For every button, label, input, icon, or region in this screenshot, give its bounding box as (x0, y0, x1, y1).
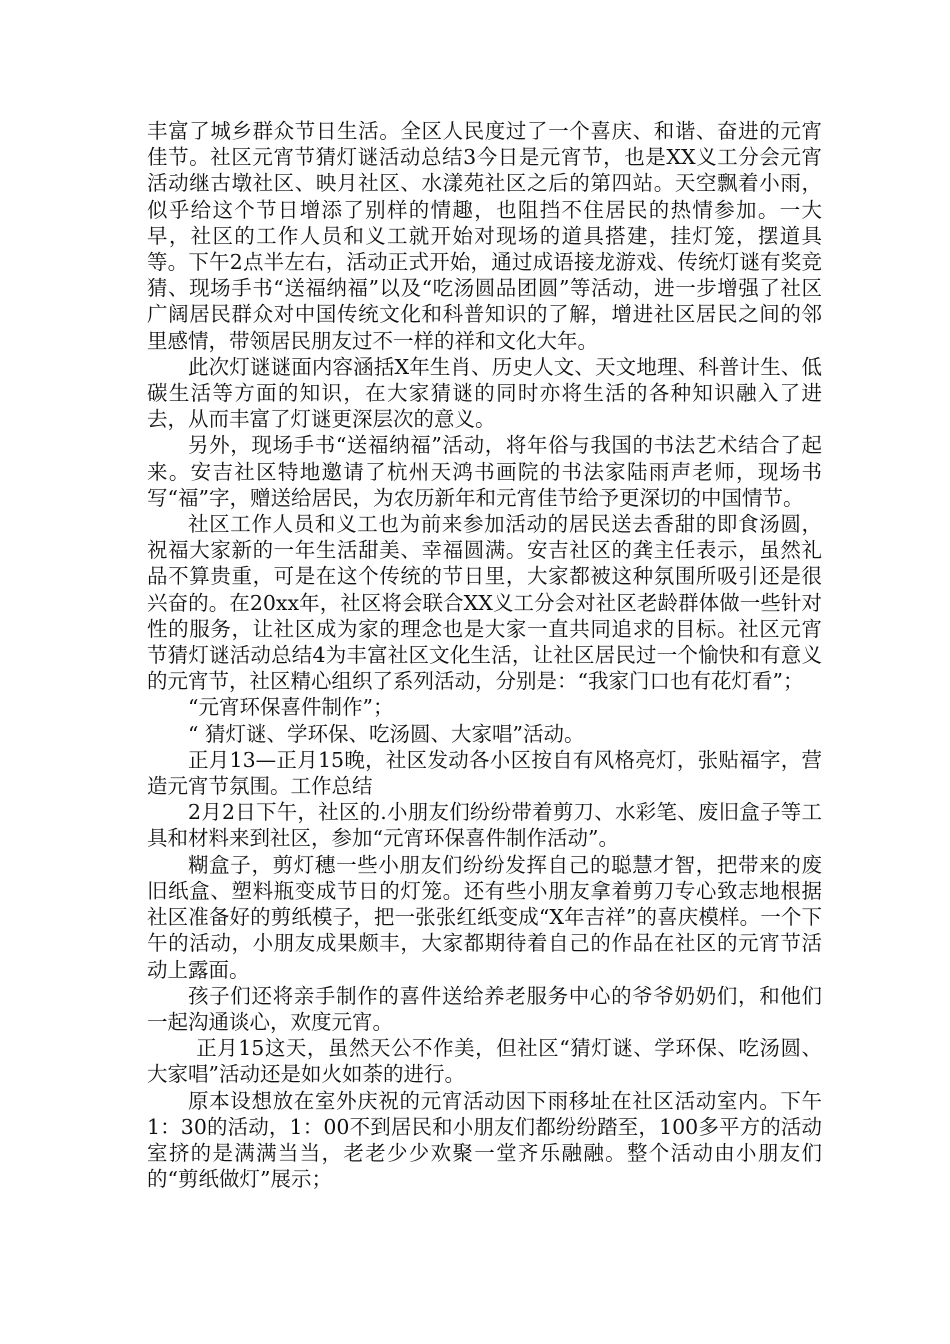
paragraph-3: 另外，现场手书“送福纳福”活动，将年俗与我国的书法艺术结合了起来。安吉社区特地邀请了杭州天鸿书画院的书法家陆雨声老师，现场书写“福”字，赠送给居民，为农历新年和元宵佳节给予更深切的中国情节。 (147, 433, 822, 510)
paragraph-5: “元宵环保喜件制作”； (188, 695, 394, 720)
paragraph-6: “ 猜灯谜、学环保、吃汤圆、大家唱”活动。 (188, 721, 585, 746)
paragraph-10: 孩子们还将亲手制作的喜件送给养老服务中心的爷爷奶奶们，和他们一起沟通谈心，欢度元宵。 (147, 983, 822, 1034)
paragraph-8: 2月2日下午，社区的.小朋友们纷纷带着剪刀、水彩笔、废旧盒子等工具和材料来到社区，参加“元宵环保喜件制作活动”。 (147, 800, 822, 851)
paragraph-1: 丰富了城乡群众节日生活。全区人民度过了一个喜庆、和谐、奋进的元宵佳节。社区元宵节猜灯谜活动总结3今日是元宵节，也是XX义工分会元宵活动继古墩社区、映月社区、水漾苑社区之后的第四站。天空飘着小雨，似乎给这个节日增添了别样的情趣，也阻挡不住居民的热情参加。一大早，社区的工作人员和义工就开始对现场的道具搭建，挂灯笼，摆道具等。下午2点半左右，活动正式开始，通过成语接龙游戏、传统灯谜有奖竞猜、现场手书“送福纳福”以及“吃汤圆品团圆”等活动，进一步增强了社区广阔居民群众对中国传统文化和科普知识的了解，增进社区居民之间的邻里感情，带领居民朋友过不一样的祥和文化大年。 (147, 119, 822, 353)
paragraph-2: 此次灯谜谜面内容涵括X年生肖、历史人文、天文地理、科普计生、低碳生活等方面的知识，在大家猜谜的同时亦将生活的各种知识融入了进去，从而丰富了灯谜更深层次的意义。 (147, 354, 822, 432)
paragraph-9: 糊盒子，剪灯穗一些小朋友们纷纷发挥自己的聪慧才智，把带来的废旧纸盒、塑料瓶变成节日的灯笼。还有些小朋友拿着剪刀专心致志地根据社区准备好的剪纸模子，把一张张红纸变成“X年吉祥”的喜庆模样。一个下午的活动，小朋友成果颇丰，大家都期待着自己的作品在社区的元宵节活动上露面。 (147, 852, 822, 982)
paragraph-12: 原本设想放在室外庆祝的元宵活动因下雨移址在社区活动室内。下午1：30的活动，1：00不到居民和小朋友们都纷纷踏至，100多平方的活动室挤的是满满当当，老老少少欢聚一堂齐乐融融。整个活动由小朋友们的“剪纸做灯”展示； (147, 1088, 822, 1192)
document-body (147, 118, 822, 1192)
paragraph-4: 社区工作人员和义工也为前来参加活动的居民送去香甜的即食汤圆，祝福大家新的一年生活甜美、幸福圆满。安吉社区的龚主任表示，虽然礼品不算贵重，可是在这个传统的节日里，大家都被这种氛围所吸引还是很兴奋的。在20xx年，社区将会联合XX义工分会对社区老龄群体做一些针对性的服务，让社区成为家的理念也是大家一直共同追求的目标。社区元宵节猜灯谜活动总结4为丰富社区文化生活，让社区居民过一个愉快和有意义的元宵节，社区精心组织了系列活动，分别是：“我家门口也有花灯看”； (147, 512, 822, 694)
paragraph-7: 正月13—正月15晚，社区发动各小区按自有风格亮灯，张贴福字，营造元宵节氛围。工作总结 (147, 747, 822, 799)
paragraph-11: 正月15这天，虽然天公不作美，但社区“猜灯谜、学环保、吃汤圆、大家唱”活动还是如火如荼的进行。 (147, 1036, 822, 1087)
